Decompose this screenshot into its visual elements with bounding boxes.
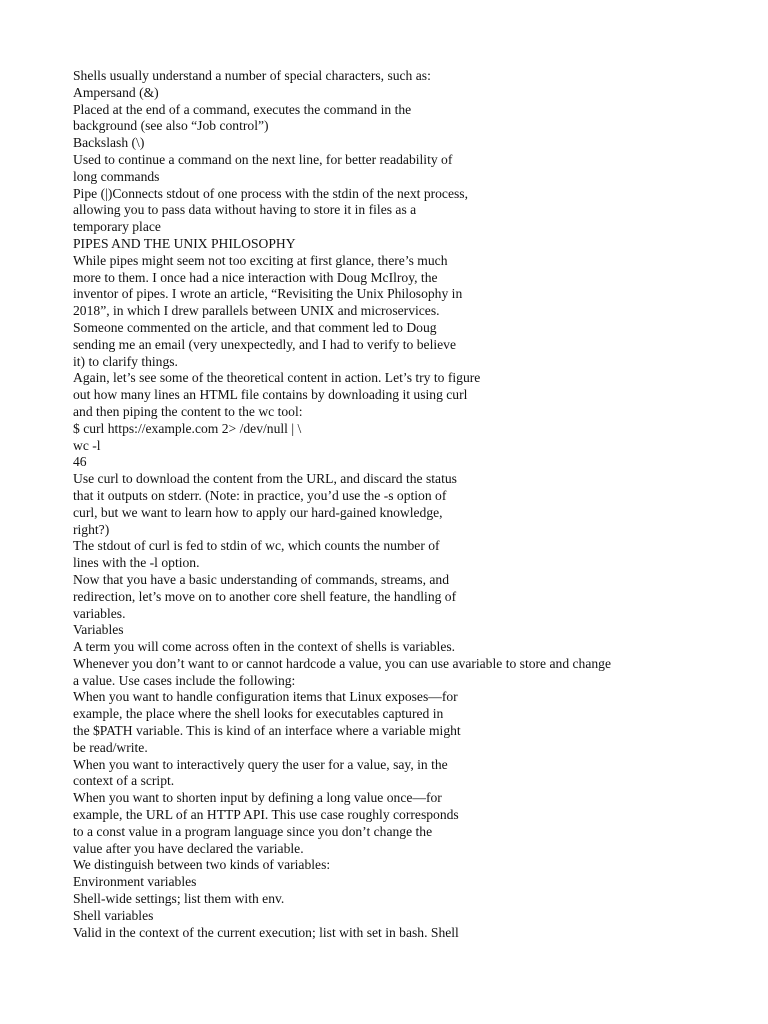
text-line: Shell-wide settings; list them with env. xyxy=(73,891,285,907)
text-line: Shells usually understand a number of special characters, such as: xyxy=(73,68,431,83)
text-line: $ curl https://example.com 2> /dev/null | \ xyxy=(73,420,302,436)
text-line: 2018”, in which I drew parallels between UNIX and microservices. xyxy=(73,303,440,319)
text-line: inventor of pipes. I wrote an article, “Revisiting the Unix Philosophy in xyxy=(73,286,463,302)
text-line: The stdout of curl is fed to stdin of wc, which counts the number of xyxy=(73,538,440,554)
text-line: that it outputs on stderr. (Note: in practice, you’d use the -s option of xyxy=(73,487,447,503)
text-line: Whenever you don’t want to or cannot hardcode a value, you can use avariable to store and change xyxy=(73,655,612,671)
text-line: and then piping the content to the wc tool: xyxy=(73,403,303,419)
text-line: more to them. I once had a nice interaction with Doug McIlroy, the xyxy=(73,269,438,285)
text-line: be read/write. xyxy=(73,739,148,755)
text-line: We distinguish between two kinds of variables: xyxy=(73,857,331,873)
text-line: example, the place where the shell looks for executables captured in xyxy=(73,706,444,722)
text-line: When you want to shorten input by defining a long value once—for xyxy=(73,790,442,806)
text-line: temporary place xyxy=(73,219,161,235)
text-line: Again, let’s see some of the theoretical content in action. Let’s try to figure xyxy=(73,370,481,386)
text-line: Valid in the context of the current execution; list with set in bash. Shell xyxy=(73,924,459,940)
document-body xyxy=(73,68,713,941)
text-line: Variables xyxy=(73,622,124,638)
text-line: Use curl to download the content from the URL, and discard the status xyxy=(73,471,457,487)
text-line: Shell variables xyxy=(73,907,154,923)
text-line: wc -l xyxy=(73,437,101,453)
text-line: long commands xyxy=(73,168,160,184)
text-line: redirection, let’s move on to another core shell feature, the handling of xyxy=(73,588,457,604)
text-line: While pipes might seem not too exciting at first glance, there’s much xyxy=(73,252,448,268)
text-line: it) to clarify things. xyxy=(73,353,178,369)
text-line: allowing you to pass data without having to store it in files as a xyxy=(73,202,417,218)
text-line: context of a script. xyxy=(73,773,175,789)
text-line: to a const value in a program language since you don’t change the xyxy=(73,823,433,839)
text-line: Environment variables xyxy=(73,874,197,890)
text-line: a value. Use cases include the following: xyxy=(73,672,296,688)
text-line: Used to continue a command on the next line, for better readability of xyxy=(73,151,453,167)
text-line: lines with the -l option. xyxy=(73,555,200,571)
text-line: Pipe (|)Connects stdout of one process with the stdin of the next process, xyxy=(73,185,468,201)
text-line: the $PATH variable. This is kind of an interface where a variable might xyxy=(73,723,461,739)
text-line: When you want to handle configuration items that Linux exposes—for xyxy=(73,689,458,705)
text-line: value after you have declared the variable. xyxy=(73,840,304,856)
text-line: 46 xyxy=(73,454,87,470)
text-line: background (see also “Job control”) xyxy=(73,118,269,134)
text-line: Ampersand (&) xyxy=(73,84,159,100)
text-line: variables. xyxy=(73,605,126,621)
text-line: A term you will come across often in the context of shells is variables. xyxy=(73,639,456,655)
text-line: out how many lines an HTML file contains by downloading it using curl xyxy=(73,387,468,403)
text-line: PIPES AND THE UNIX PHILOSOPHY xyxy=(73,235,296,251)
text-line: curl, but we want to learn how to apply our hard-gained knowledge, xyxy=(73,504,443,520)
text-line: Now that you have a basic understanding of commands, streams, and xyxy=(73,571,449,587)
text-line: Someone commented on the article, and that comment led to Doug xyxy=(73,319,437,335)
text-line: Placed at the end of a command, executes the command in the xyxy=(73,101,412,117)
text-line: right?) xyxy=(73,521,110,537)
text-line: When you want to interactively query the user for a value, say, in the xyxy=(73,756,448,772)
text-line: sending me an email (very unexpectedly, and I had to verify to believe xyxy=(73,336,457,352)
text-line: example, the URL of an HTTP API. This use case roughly corresponds xyxy=(73,807,459,823)
text-line: Backslash (\) xyxy=(73,135,145,151)
